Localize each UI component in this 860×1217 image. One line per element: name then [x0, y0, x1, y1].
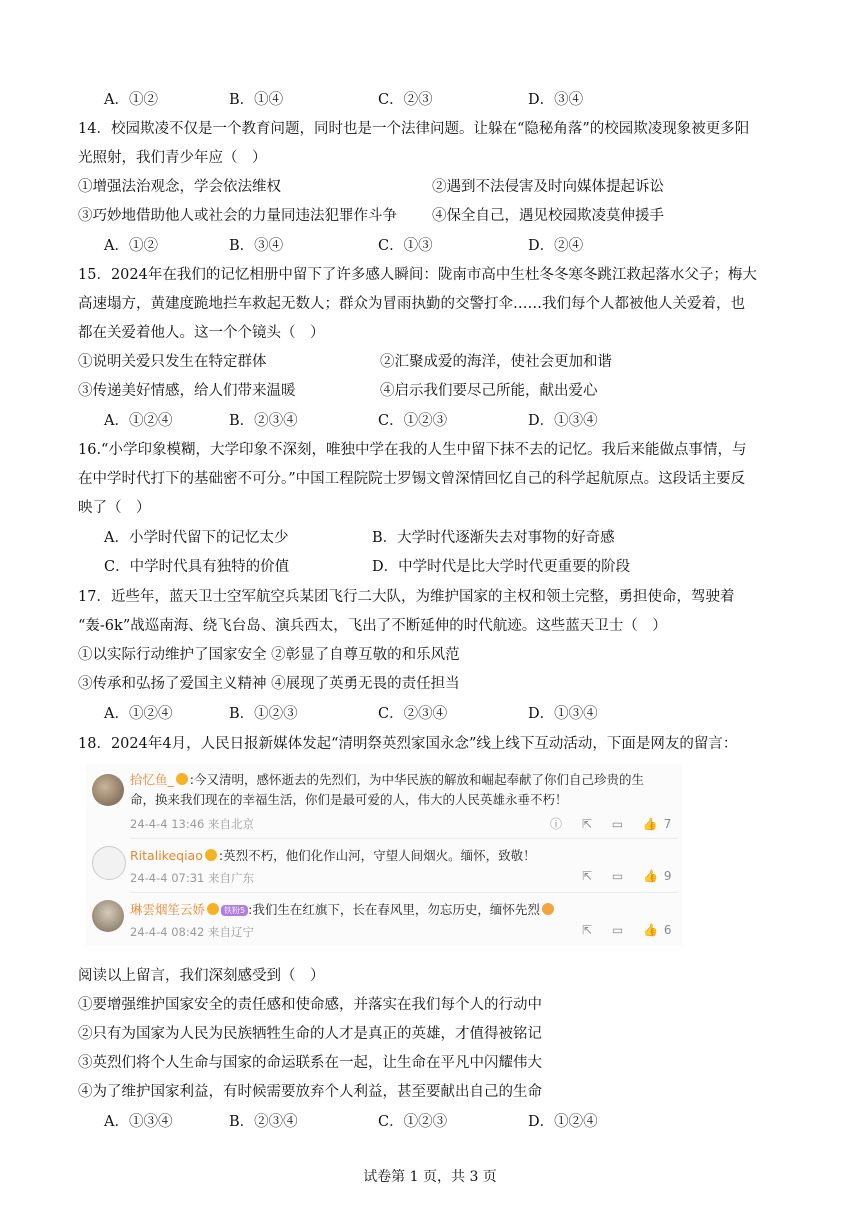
q14-item: ②遇到不法侵害及时向媒体提起诉讼	[432, 179, 664, 195]
q14-option-d: D．②④	[528, 238, 584, 254]
q16-option-d: D．中学时代是比大学时代更重要的阶段	[372, 559, 631, 575]
q15-option-a: A．①②④	[104, 413, 173, 429]
like-icon[interactable]: 👍	[643, 869, 659, 883]
q18-item: ③英烈们将个人生命与国家的命运联系在一起，让生命在平凡中闪耀伟大	[78, 1055, 542, 1071]
comment-actions	[534, 815, 671, 832]
report-icon[interactable]: ⓘ	[550, 817, 563, 831]
comment-icon[interactable]: ▭	[611, 869, 624, 883]
q17-option-b: B．①②③	[229, 706, 298, 722]
q16-stem-line: 16.“小学印象模糊，大学印象不深刻，唯独中学在我的人生中留下抹不去的记忆。我后来能做点事情，与	[78, 442, 747, 458]
comment-actions	[566, 923, 671, 937]
like-count: 7	[663, 817, 672, 831]
badge-icon	[207, 903, 219, 915]
q17-option-d: D．①③④	[528, 706, 598, 722]
q15-stem-line: 都在关爱着他人。这一个个镜头（ ）	[78, 325, 325, 341]
q16-option-a: A．小学时代留下的记忆太少	[104, 530, 289, 546]
avatar	[92, 846, 126, 880]
comment-meta: 24-4-4 07:31 来自广东	[130, 871, 255, 885]
q13-option-d: D．③④	[528, 92, 584, 108]
q15-item: ④启示我们要尽己所能，献出爱心	[380, 383, 598, 399]
q14-stem-line: 14．校园欺凌不仅是一个教育问题，同时也是一个法律问题。让躲在“隐秘角落”的校园欺凌现象被更多阳	[78, 121, 750, 137]
q18-option-a: A．①③④	[104, 1114, 173, 1130]
q16-option-c: C．中学时代具有独特的价值	[104, 559, 290, 575]
avatar	[92, 900, 124, 932]
comment-meta: 24-4-4 08:42 来自辽宁	[130, 925, 255, 939]
share-icon[interactable]: ⇱	[581, 817, 592, 831]
share-icon[interactable]: ⇱	[582, 869, 593, 883]
q14-item: ③巧妙地借助他人或社会的力量同违法犯罪作斗争	[78, 208, 397, 224]
q16-stem-line: 在中学时代打下的基础密不可分。”中国工程院院士罗锡文曾深情回忆自己的科学起航原点。这段话主要反	[78, 471, 746, 487]
q13-option-b: B．①④	[229, 92, 284, 108]
avatar	[92, 774, 124, 806]
comment-screenshot	[86, 764, 682, 946]
q17-option-c: C．②③④	[378, 706, 448, 722]
q13-option-a: A．①②	[104, 92, 158, 108]
comment-text-line: 命，换来我们现在的幸福生活，你们是最可爱的人，伟大的人民英雄永垂不朽！	[130, 792, 568, 807]
q14-option-c: C．①③	[378, 238, 433, 254]
q14-option-b: B．③④	[229, 238, 284, 254]
like-icon[interactable]: 👍	[642, 817, 658, 831]
q16-stem-line: 映了（ ）	[78, 500, 151, 516]
q18-option-b: B．②③④	[229, 1114, 298, 1130]
comment-username: 琳雲烟笙云娇	[130, 902, 206, 917]
comment-username: Ritalikeqiao	[130, 848, 203, 863]
q17-stem-line: 17．近些年，蓝天卫士空军航空兵某团飞行二大队，为维护国家的主权和领土完整，勇担使命，驾驶着	[78, 589, 735, 605]
q16-option-b: B．大学时代逐渐失去对事物的好奇感	[372, 530, 615, 546]
q18-prompt: 阅读以上留言，我们深刻感受到（ ）	[78, 968, 325, 984]
like-count: 9	[663, 869, 672, 883]
emoji-icon	[542, 903, 554, 915]
q15-item: ①说明关爱只发生在特定群体	[78, 354, 267, 370]
comment-icon[interactable]: ▭	[611, 817, 624, 831]
q15-stem-line: 15．2024年在我们的记忆相册中留下了许多感人瞬间：陇南市高中生杜冬冬寒冬跳江救起落水父子；梅大	[78, 267, 757, 283]
q15-option-b: B．②③④	[229, 413, 298, 429]
comment-username: 拾忆鱼_	[130, 772, 174, 787]
q15-item: ②汇聚成爱的海洋，使社会更加和谐	[380, 354, 612, 370]
q17-item: ①以实际行动维护了国家安全 ②彰显了自尊互敬的和乐风范	[78, 647, 460, 663]
fan-tag: 铁粉5	[221, 905, 248, 916]
comment-text-line: :我们生在红旗下，长在春风里，勿忘历史，缅怀先烈	[248, 902, 540, 917]
q17-option-a: A．①②④	[104, 706, 173, 722]
q18-stem: 18．2024年4月，人民日报新媒体发起“清明祭英烈家国永念”线上线下互动活动，下面是网友的留言：	[78, 736, 738, 752]
comment-text-line: :英烈不朽，他们化作山河，守望人间烟火。缅怀，致敬！	[218, 848, 536, 863]
badge-icon	[176, 773, 188, 785]
q17-stem-line: “轰-6k”战巡南海、绕飞台岛、演兵西太，飞出了不断延伸的时代航迹。这些蓝天卫士（ ）	[78, 618, 667, 634]
comment-actions	[566, 869, 671, 883]
like-count: 6	[663, 923, 672, 937]
divider	[130, 838, 678, 839]
q14-item: ④保全自己，遇见校园欺凌莫伸援手	[432, 208, 664, 224]
q15-option-c: C．①②③	[378, 413, 448, 429]
q14-stem-line: 光照射，我们青少年应（ ）	[78, 150, 267, 166]
q14-option-a: A．①②	[104, 238, 158, 254]
q15-option-d: D．①③④	[528, 413, 598, 429]
page-footer: 试卷第 1 页，共 3 页	[363, 1169, 497, 1185]
divider	[130, 892, 678, 893]
q17-item: ③传承和弘扬了爱国主义精神 ④展现了英勇无畏的责任担当	[78, 676, 460, 692]
like-icon[interactable]: 👍	[643, 923, 659, 937]
q18-item: ②只有为国家为人民为民族牺牲生命的人才是真正的英雄，才值得被铭记	[78, 1026, 542, 1042]
q18-item: ④为了维护国家利益，有时候需要放弃个人利益，甚至要献出自己的生命	[78, 1084, 542, 1100]
badge-icon	[205, 849, 217, 861]
q18-option-d: D．①②④	[528, 1114, 598, 1130]
comment-text-line: :今又清明，感怀逝去的先烈们，为中华民族的解放和崛起奉献了你们自己珍贵的生	[189, 772, 644, 787]
q18-item: ①要增强维护国家安全的责任感和使命感，并落实在我们每个人的行动中	[78, 997, 542, 1013]
comment-icon[interactable]: ▭	[611, 923, 624, 937]
q14-item: ①增强法治观念，学会依法维权	[78, 179, 281, 195]
comment-meta: 24-4-4 13:46 来自北京	[130, 817, 255, 831]
share-icon[interactable]: ⇱	[582, 923, 593, 937]
q15-stem-line: 高速塌方，黄建度跪地拦车救起无数人；群众为冒雨执勤的交警打伞……我们每个人都被他人关爱着，也	[78, 296, 745, 312]
q13-option-c: C．②③	[378, 92, 433, 108]
q15-item: ③传递美好情感，给人们带来温暖	[78, 383, 296, 399]
q18-option-c: C．①②③	[378, 1114, 448, 1130]
